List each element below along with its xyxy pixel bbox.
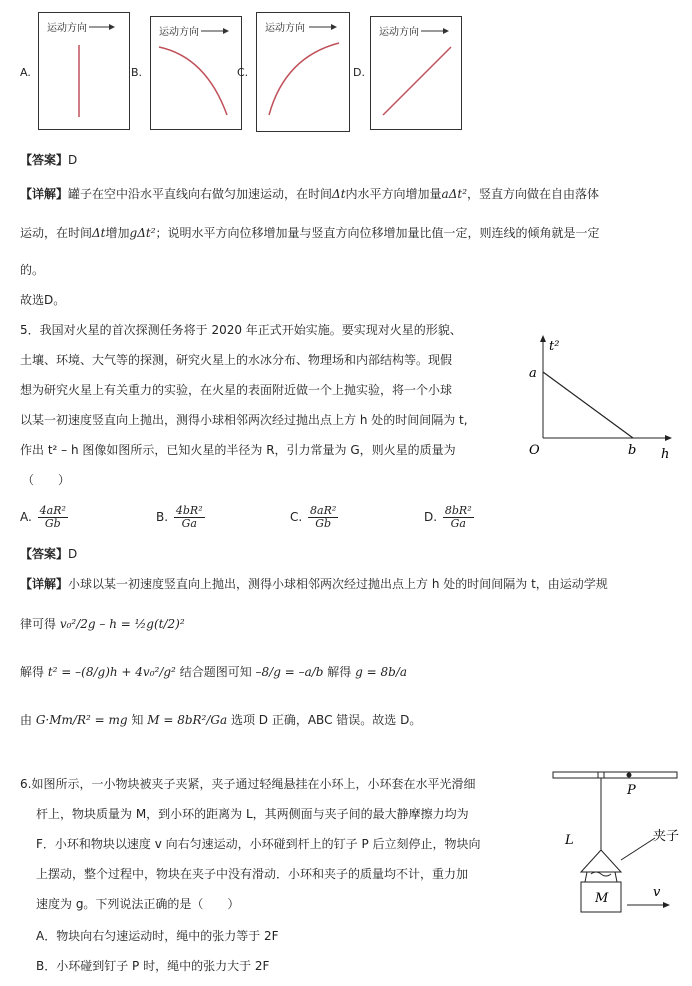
option-fraction [443, 505, 474, 530]
q6-stem-line4: 上摆动，整个过程中，物块在夹子中没有滑动．小环和夹子的质量均不计，重力加 [36, 867, 469, 881]
frac-den: Gb [44, 517, 61, 530]
q5-stem-line2: 土壤、环境、大气等的探测，研究火星上的水冰分布、物理场和内部结构等。现假 [20, 353, 453, 367]
q5-stem-line1: 5．我国对火星的首次探测任务将于 2020 年正式开始实施。要实现对火星的形貌、 [20, 323, 462, 337]
option-a-letter: A. [20, 66, 31, 79]
motion-direction-label: 运动方向 [159, 27, 199, 38]
detail-text: 解得 [327, 665, 352, 679]
q6-option-b[interactable]: B．小环碰到钉子 P 时，绳中的张力大于 2F [36, 959, 270, 973]
motion-direction-label: 运动方向 [47, 23, 87, 34]
q6-stem-line1: 6.如图所示，一小物块被夹子夹紧，夹子通过轻绳悬挂在小环上，小环套在水平光滑细 [20, 777, 476, 791]
q4-conclusion: 故选D。 [20, 293, 66, 307]
math-a-dt2: aΔt² [441, 187, 467, 201]
option-fraction [38, 505, 68, 530]
q4-answer [20, 152, 77, 168]
q5-option-b[interactable] [156, 500, 207, 534]
option-a-curve [39, 13, 129, 129]
small-ring [598, 772, 604, 778]
x-axis-label: h [661, 447, 670, 462]
equation-g: g = 8b/a [355, 665, 408, 679]
option-letter: C. [290, 510, 303, 524]
equation-slope: –8/g = –a/b [255, 665, 324, 679]
option-d-letter: D. [353, 66, 365, 79]
detail-text: 解得 [20, 665, 45, 679]
option-c-curve [257, 13, 349, 131]
frac-num: 8aR² [310, 504, 337, 517]
option-d-curve [371, 17, 461, 129]
q5-stem-line5: 作出 t² – h 图像如图所示，已知火星的半径为 R，引力常量为 G，则火星的质量为 [20, 443, 456, 457]
equation-t2: t² = –(8/g)h + 4v₀²/g² [47, 665, 176, 679]
option-letter: B. [156, 510, 169, 524]
detail-text: 律可得 [20, 617, 57, 631]
q5-option-a[interactable] [20, 500, 70, 534]
frac-num: 4bR² [175, 504, 203, 517]
q5-law-line [20, 616, 185, 632]
detail-label: 【详解】 [20, 187, 69, 201]
option-c-letter: C. [237, 66, 249, 79]
detail-text: 结合题图可知 [179, 665, 252, 679]
detail-text: 增加 [105, 226, 130, 240]
frac-num: 4aR² [39, 504, 66, 517]
q4-detail-line1 [20, 186, 599, 202]
y-intercept-label: a [529, 366, 537, 381]
q5-option-d[interactable] [424, 500, 476, 534]
frac-den: Ga [181, 517, 197, 530]
option-letter: A. [20, 510, 32, 524]
q5-conclusion-line [20, 712, 421, 728]
option-b-letter: B. [131, 66, 143, 79]
detail-label: 【详解】 [20, 577, 69, 591]
detail-text: 运动，在时间 [20, 226, 93, 240]
option-b-curve [151, 17, 241, 129]
detail-text: 罐子在空中沿水平直线向右做匀加速运动，在时间 [68, 187, 333, 201]
answer-label: 【答案】 [20, 153, 69, 167]
math-dt: Δt [332, 187, 346, 201]
label-m: M [595, 891, 609, 906]
q5-detail-line1 [20, 576, 608, 592]
detail-text: ，竖直方向做在自由落体 [467, 187, 600, 201]
option-c-figure [256, 12, 350, 132]
detail-text: 选项 D 正确，ABC 错误。故选 D。 [230, 713, 422, 727]
option-letter: D. [424, 510, 438, 524]
frac-den: Ga [450, 517, 466, 530]
option-fraction [308, 505, 338, 530]
option-fraction [174, 505, 205, 530]
origin-label: O [529, 443, 540, 458]
equation-gravity: G·Mm/R² = mg [35, 713, 128, 727]
answer-value: D [68, 547, 78, 561]
detail-text: 知 [131, 713, 144, 727]
equation-mass: M = 8bR²/Ga [147, 713, 228, 727]
q5-option-c[interactable] [290, 500, 340, 534]
label-clip: 夹子 [653, 829, 680, 844]
frac-num: 8bR² [444, 504, 472, 517]
q5-paren: （ ） [22, 473, 71, 487]
q4-detail-line3: 的。 [20, 263, 45, 277]
q5-stem-line3: 想为研究火星上有关重力的实验，在火星的表面附近做一个上抛实验，将一个小球 [20, 383, 453, 397]
option-d-figure [370, 16, 462, 130]
q6-pendulum-figure [545, 764, 685, 924]
x-intercept-label: b [628, 443, 637, 458]
q5-answer [20, 546, 77, 562]
q5-stem-line4: 以某一初速度竖直向上抛出，测得小球相邻两次经过抛出点上方 h 处的时间间隔为 t, [20, 413, 468, 427]
q6-stem-line5: 速度为 g。下列说法正确的是（ ） [36, 897, 240, 911]
answer-value: D [68, 153, 78, 167]
nail-p [627, 773, 632, 778]
option-a-figure [38, 12, 130, 130]
y-axis-label: t² [549, 339, 560, 354]
q6-stem-line3: F．小环和物块以速度 v 向右匀速运动，小环碰到杆上的钉子 P 后立刻停止，物块向 [36, 837, 481, 851]
q4-detail-line2 [20, 225, 600, 241]
answer-label: 【答案】 [20, 547, 69, 561]
option-b-figure [150, 16, 242, 130]
detail-text: ；说明水平方向位移增加量与竖直方向位移增加量比值一定，则连线的倾角就是一定 [155, 226, 600, 240]
equation-kinematics: v₀²/2g – h = ½g(t/2)² [59, 617, 185, 631]
detail-text: 由 [20, 713, 33, 727]
math-dt: Δt [92, 226, 106, 240]
label-l: L [565, 833, 574, 848]
detail-text: 小球以某一初速度竖直向上抛出，测得小球相邻两次经过抛出点上方 h 处的时间间隔为 t，由运动学规 [68, 577, 608, 591]
motion-direction-label: 运动方向 [265, 23, 305, 34]
q6-stem-line2: 杆上，物块质量为 M，到小环的距离为 L，其两侧面与夹子间的最大静摩擦力均为 [36, 807, 469, 821]
detail-text: 内水平方向增加量 [345, 187, 442, 201]
frac-den: Gb [315, 517, 332, 530]
q6-option-a[interactable]: A．物块向右匀速运动时，绳中的张力等于 2F [36, 929, 279, 943]
q5-solve-line [20, 664, 407, 680]
q5-t2-h-graph [525, 330, 675, 462]
label-v: v [653, 885, 661, 900]
motion-direction-label: 运动方向 [379, 27, 419, 38]
math-g-dt2: gΔt² [129, 226, 156, 240]
label-p: P [627, 783, 636, 798]
